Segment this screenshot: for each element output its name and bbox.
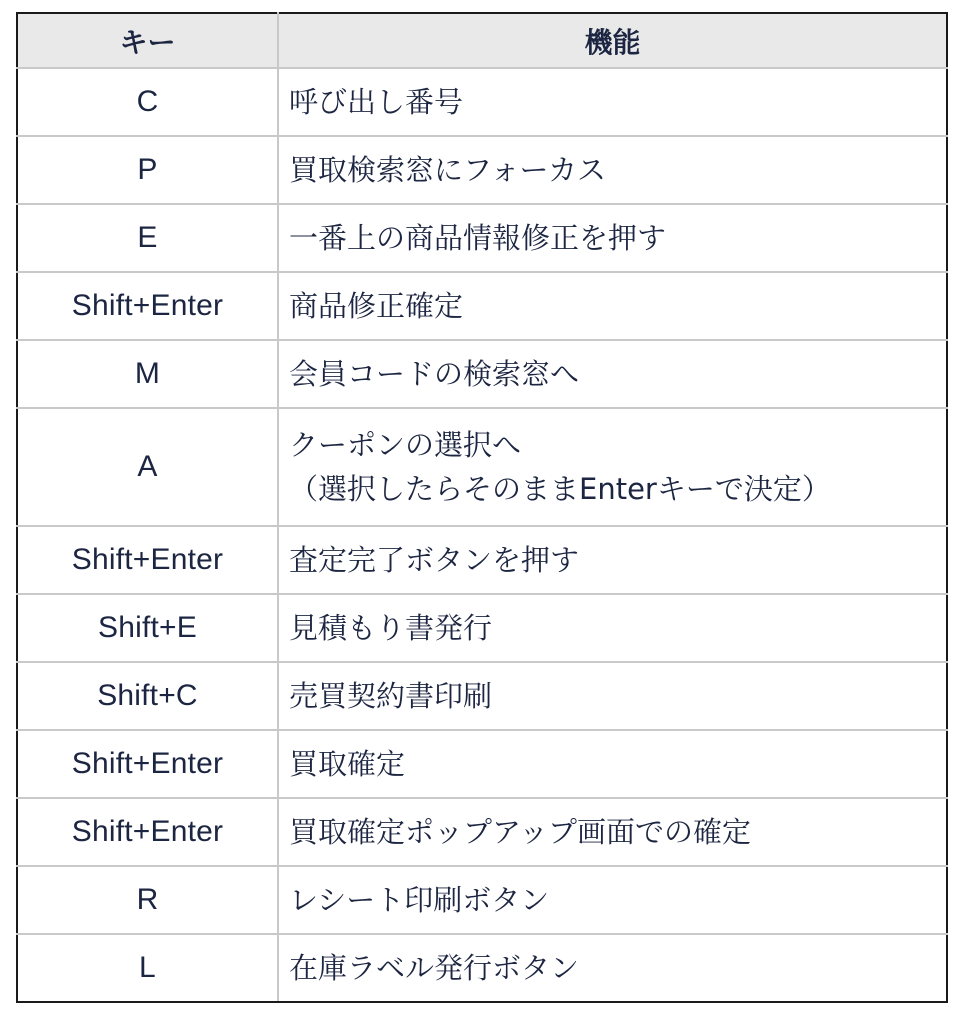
- table-row: [17, 408, 947, 526]
- function-cell: 呼び出し番号: [278, 68, 947, 136]
- key-cell: Shift+Enter: [17, 526, 278, 594]
- table-row: [17, 136, 947, 204]
- key-cell: L: [17, 934, 278, 1002]
- table-row: [17, 866, 947, 934]
- function-cell: 在庫ラベル発行ボタン: [278, 934, 947, 1002]
- function-cell: クーポンの選択へ （選択したらそのままEnterキーで決定）: [278, 408, 947, 526]
- function-cell: 買取確定: [278, 730, 947, 798]
- key-cell: Shift+Enter: [17, 272, 278, 340]
- function-cell: 一番上の商品情報修正を押す: [278, 204, 947, 272]
- table-row: [17, 594, 947, 662]
- function-cell: 買取検索窓にフォーカス: [278, 136, 947, 204]
- function-cell: 売買契約書印刷: [278, 662, 947, 730]
- header-row: [17, 13, 947, 68]
- table-row: [17, 68, 947, 136]
- key-cell: C: [17, 68, 278, 136]
- function-cell: 買取確定ポップアップ画面での確定: [278, 798, 947, 866]
- function-cell: 見積もり書発行: [278, 594, 947, 662]
- function-cell: 査定完了ボタンを押す: [278, 526, 947, 594]
- table-row: [17, 934, 947, 1002]
- key-cell: R: [17, 866, 278, 934]
- header-key: キー: [17, 13, 278, 68]
- table-row: [17, 340, 947, 408]
- function-cell: 商品修正確定: [278, 272, 947, 340]
- key-cell: P: [17, 136, 278, 204]
- key-cell: A: [17, 408, 278, 526]
- shortcut-table: [16, 12, 948, 1003]
- key-cell: E: [17, 204, 278, 272]
- header-function: 機能: [278, 13, 947, 68]
- shortcut-table-container: [16, 12, 946, 1003]
- function-cell: 会員コードの検索窓へ: [278, 340, 947, 408]
- table-row: [17, 730, 947, 798]
- table-row: [17, 526, 947, 594]
- key-cell: M: [17, 340, 278, 408]
- table-row: [17, 662, 947, 730]
- key-cell: Shift+Enter: [17, 798, 278, 866]
- table-row: [17, 798, 947, 866]
- table-row: [17, 204, 947, 272]
- key-cell: Shift+E: [17, 594, 278, 662]
- key-cell: Shift+Enter: [17, 730, 278, 798]
- function-cell: レシート印刷ボタン: [278, 866, 947, 934]
- table-row: [17, 272, 947, 340]
- key-cell: Shift+C: [17, 662, 278, 730]
